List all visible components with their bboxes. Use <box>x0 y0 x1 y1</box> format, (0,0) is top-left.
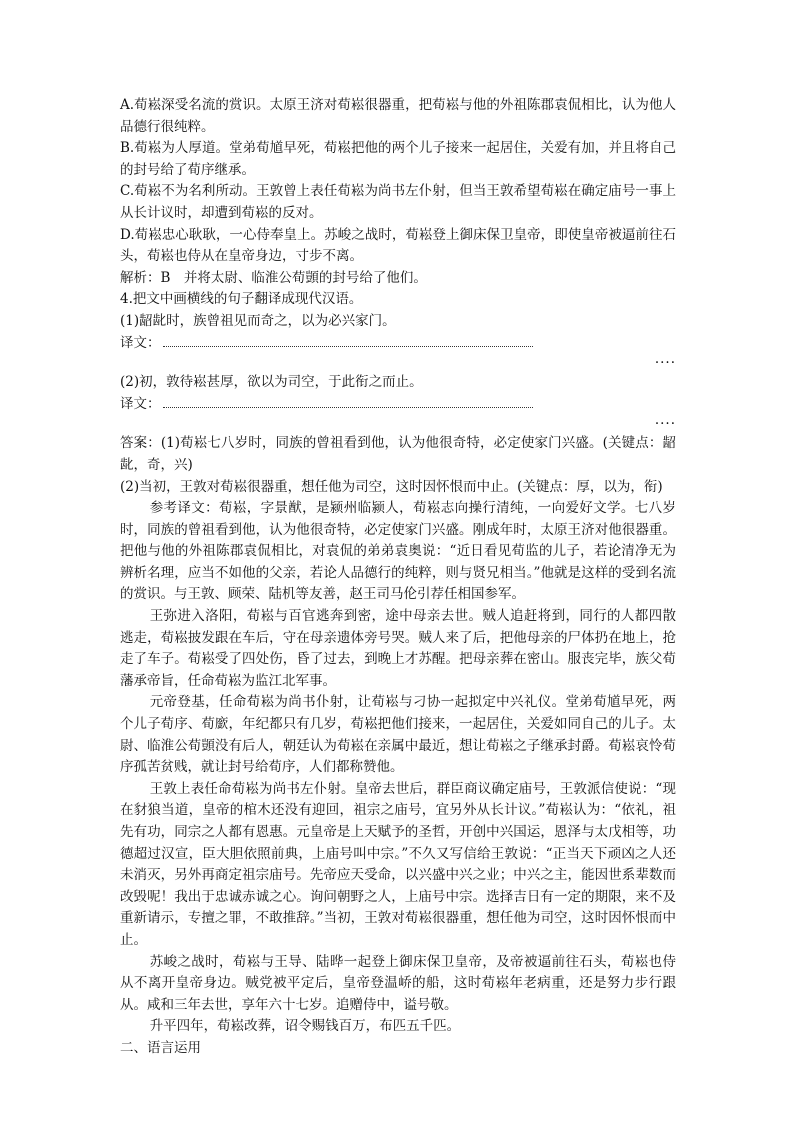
option-c: C.荀崧不为名利所动。王敦曾上表任荀崧为尚书左仆射，但当王敦希望荀崧在确定庙号一事上从长计议时，却遭到荀崧的反对。 <box>120 183 676 221</box>
continuation-dots-2: ···· <box>654 416 676 433</box>
translation-label-2: 译文： <box>120 395 161 412</box>
answer-blank-2[interactable] <box>163 395 533 408</box>
answer-line-2: (2)当初，王敦对荀崧很器重，想任他为司空，这时因怀恨而中止。(关键点：厚，以为，衔) <box>120 478 663 495</box>
continuation-dots-1: ···· <box>654 355 676 372</box>
translation-line-2[interactable] <box>120 394 676 416</box>
question-4-prompt: 4.把文中画横线的句子翻译成现代汉语。 <box>120 291 363 308</box>
answer-blank-1[interactable] <box>163 334 533 347</box>
option-d: D.荀崧忠心耿耿，一心侍奉皇上。苏峻之战时，荀崧登上御床保卫皇帝，即使皇帝被逼前往石头，荀崧也侍从在皇帝身边，寸步不离。 <box>120 226 676 265</box>
question-4-item-1: (1)龆龀时，族曾祖见而奇之，以为必兴家门。 <box>120 312 396 329</box>
document-content <box>120 95 676 1060</box>
section-heading: 二、语言运用 <box>120 1039 201 1056</box>
reference-paragraph: 苏峻之战时，荀崧与王导、陆晔一起登上御床保卫皇帝，及帝被逼前往石头，荀崧也侍从不离开皇帝身边。贼党被平定后，皇帝登温峤的船，这时荀崧年老病重，还是努力步行跟从。咸和三年去世，享年六十七岁。追赠侍中，谥号敬。 <box>120 953 676 1013</box>
option-a: A.荀崧深受名流的赏识。太原王济对荀崧很器重，把荀崧与他的外祖陈郡袁侃相比，认为他人品德行很纯粹。 <box>120 97 676 135</box>
question-4-item-2: (2)初，敦待崧甚厚，欲以为司空，于此衔之而止。 <box>120 374 423 391</box>
translation-label-1: 译文： <box>120 334 161 351</box>
reference-paragraph: 元帝登基，任命荀崧为尚书仆射，让荀崧与刁协一起拟定中兴礼仪。堂弟荀馗早死，两个儿子荀序、荀廞，年纪都只有几岁，荀崧把他们接来，一起居住，关爱如同自己的儿子。太尉、临淮公荀顗没有后人，朝廷认为荀崧在亲属中最近，想让荀崧之子继承封爵。荀崧哀怜荀序孤苦贫贱，就让封号给荀序，人们都称赞他。 <box>120 694 676 776</box>
reference-paragraph: 升平四年，荀崧改葬，诏令赐钱百万，布匹五千匹。 <box>149 1018 461 1035</box>
option-b: B.荀崧为人厚道。堂弟荀馗早死，荀崧把他的两个儿子接来一起居住，关爱有加，并且将自己的封号给了荀序继承。 <box>120 140 676 178</box>
translation-line-1[interactable] <box>120 333 676 355</box>
reference-paragraph: 王弥进入洛阳，荀崧与百官逃奔到密，途中母亲去世。贼人追赶将到，同行的人都四散逃走，荀崧披发跟在车后，守在母亲遗体旁号哭。贼人来了后，把他母亲的尸体扔在地上，抢走了车子。荀崧受了四处伤，昏了过去，到晚上才苏醒。把母亲葬在密山。服丧完毕，族父荀藩承帝旨，任命荀崧为监江北军事。 <box>120 608 676 689</box>
reference-paragraph: 参考译文：荀崧，字景猷，是颍州临颍人，荀崧志向操行清纯，一向爱好文学。七八岁时，同族的曾祖看到他，认为他很奇特，必定使家门兴盛。刚成年时，太原王济对他很器重。把他与他的外祖陈郡袁侃相比，对袁侃的弟弟袁奥说：“近日看见荀监的儿子，若论清净无为辨析名理，应当不如他的父亲，若论人品德行的纯粹，则与贤兄相当。”他就是这样的受到名流的赏识。与王敦、顾荣、陆机等友善，赵王司马伦引荐任相国参军。 <box>120 500 676 603</box>
reference-paragraph: 王敦上表任命荀崧为尚书左仆射。皇帝去世后，群臣商议确定庙号，王敦派信使说：“现在豺狼当道，皇帝的棺木还没有迎回，祖宗之庙号，宜另外从长计议。”荀崧认为：“依礼，祖先有功，同宗之人都有恩惠。元皇帝是上天赋予的圣哲，开创中兴国运，恩泽与太戊相等，功德超过汉宣，臣大胆依照前典，上庙号叫中宗。”不久又写信给王敦说：“正当天下顽凶之人还未消灭，另外再商定祖宗庙号。先帝应天受命，以兴盛中兴之业；中兴之主，能因世系辈数而改毁呢！我出于忠诚赤诚之心。询问朝野之人，上庙号中宗。选择吉日有一定的期限，来不及重新请示，专擅之罪，不敢推辞。”当初，王敦对荀崧很器重，想任他为司空，这时因怀恨而中止。 <box>120 780 676 948</box>
analysis: 解析：B 并将太尉、临淮公荀顗的封号给了他们。 <box>120 269 427 286</box>
answer-line-1: 答案：(1)荀崧七八岁时，同族的曾祖看到他，认为他很奇特，必定使家门兴盛。(关键点：龆龀，奇，兴) <box>120 435 676 473</box>
